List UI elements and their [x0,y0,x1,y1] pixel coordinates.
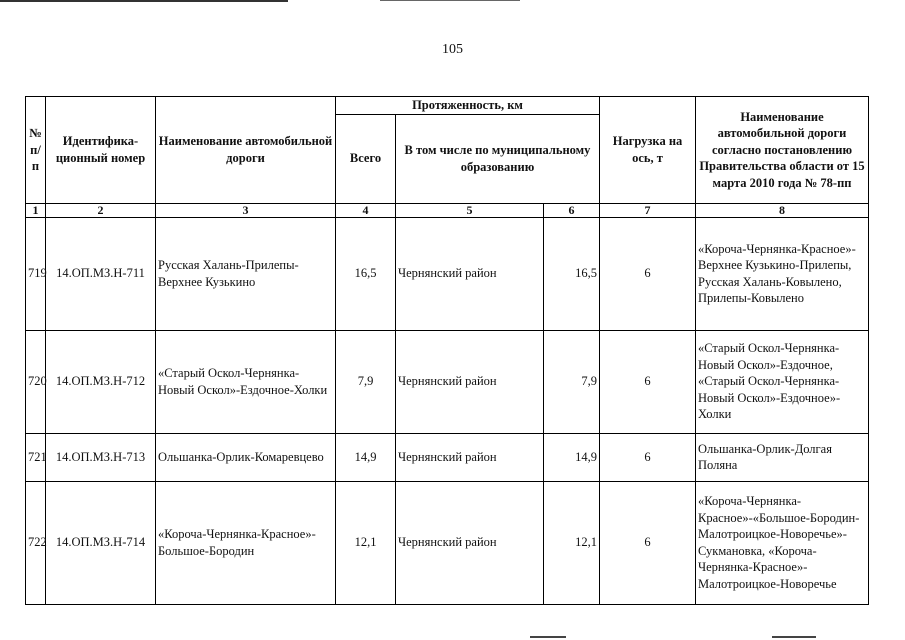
column-number: 2 [46,203,156,217]
row-load: 6 [600,433,696,481]
row-total: 7,9 [336,330,396,433]
row-district-km: 14,9 [544,433,600,481]
table-row [26,217,869,330]
column-number: 6 [544,203,600,217]
row-load: 6 [600,217,696,330]
row-district-km: 7,9 [544,330,600,433]
bottom-mark [530,636,566,638]
header-municipal: В том числе по муниципальному образованию [396,114,600,203]
row-district: Чернянский район [396,330,544,433]
top-rule-right [380,0,520,1]
row-district: Чернянский район [396,433,544,481]
header-total: Всего [336,114,396,203]
column-number: 4 [336,203,396,217]
row-total: 16,5 [336,217,396,330]
column-number-row [26,203,869,217]
row-district-km: 16,5 [544,217,600,330]
header-id: Идентифика-ционный номер [46,97,156,204]
row-total: 14,9 [336,433,396,481]
row-name: Русская Халань-Прилепы-Верхнее Кузькино [156,217,336,330]
table-row [26,433,869,481]
bottom-mark [772,636,816,638]
column-number: 8 [696,203,869,217]
table-row [26,330,869,433]
row-load: 6 [600,481,696,604]
top-rule-left [0,0,288,2]
roads-table [25,96,869,605]
row-no: 722 [26,481,46,604]
column-number: 1 [26,203,46,217]
row-name-decree: «Короча-Чернянка-Красное»-Верхнее Кузькино-Прилепы, Русская Халань-Ковылено, Прилепы-Ковылено [696,217,869,330]
row-name-decree: «Старый Оскол-Чернянка-Новый Оскол»-Ездочное, «Старый Оскол-Чернянка-Новый Оскол»-Ездочное»-Холки [696,330,869,433]
row-district: Чернянский район [396,217,544,330]
row-id: 14.ОП.МЗ.Н-711 [46,217,156,330]
row-total: 12,1 [336,481,396,604]
table-row [26,481,869,604]
page-number: 105 [442,42,463,57]
row-name: «Старый Оскол-Чернянка-Новый Оскол»-Ездочное-Холки [156,330,336,433]
row-name: «Короча-Чернянка-Красное»-Большое-Бородин [156,481,336,604]
row-district: Чернянский район [396,481,544,604]
header-no: № п/п [26,97,46,204]
row-id: 14.ОП.МЗ.Н-712 [46,330,156,433]
row-name-decree: Ольшанка-Орлик-Долгая Поляна [696,433,869,481]
row-load: 6 [600,330,696,433]
column-number: 5 [396,203,544,217]
header-name: Наименование автомобильной дороги [156,97,336,204]
row-no: 721 [26,433,46,481]
row-id: 14.ОП.МЗ.Н-713 [46,433,156,481]
header-length-group: Протяженность, км [336,97,600,115]
row-id: 14.ОП.МЗ.Н-714 [46,481,156,604]
row-name: Ольшанка-Орлик-Комаревцево [156,433,336,481]
header-load: Нагрузка на ось, т [600,97,696,204]
header-name-decree: Наименование автомобильной дороги согласно постановлению Правительства области от 15 марта 2010 года № 78-пп [696,97,869,204]
row-name-decree: «Короча-Чернянка-Красное»-«Большое-Бородин-Малотроицкое-Новоречье»-Сукмановка, «Короча-Чернянка-Красное»-Малотроицкое-Новоречье [696,481,869,604]
column-number: 7 [600,203,696,217]
row-no: 720 [26,330,46,433]
row-no: 719 [26,217,46,330]
column-number: 3 [156,203,336,217]
row-district-km: 12,1 [544,481,600,604]
